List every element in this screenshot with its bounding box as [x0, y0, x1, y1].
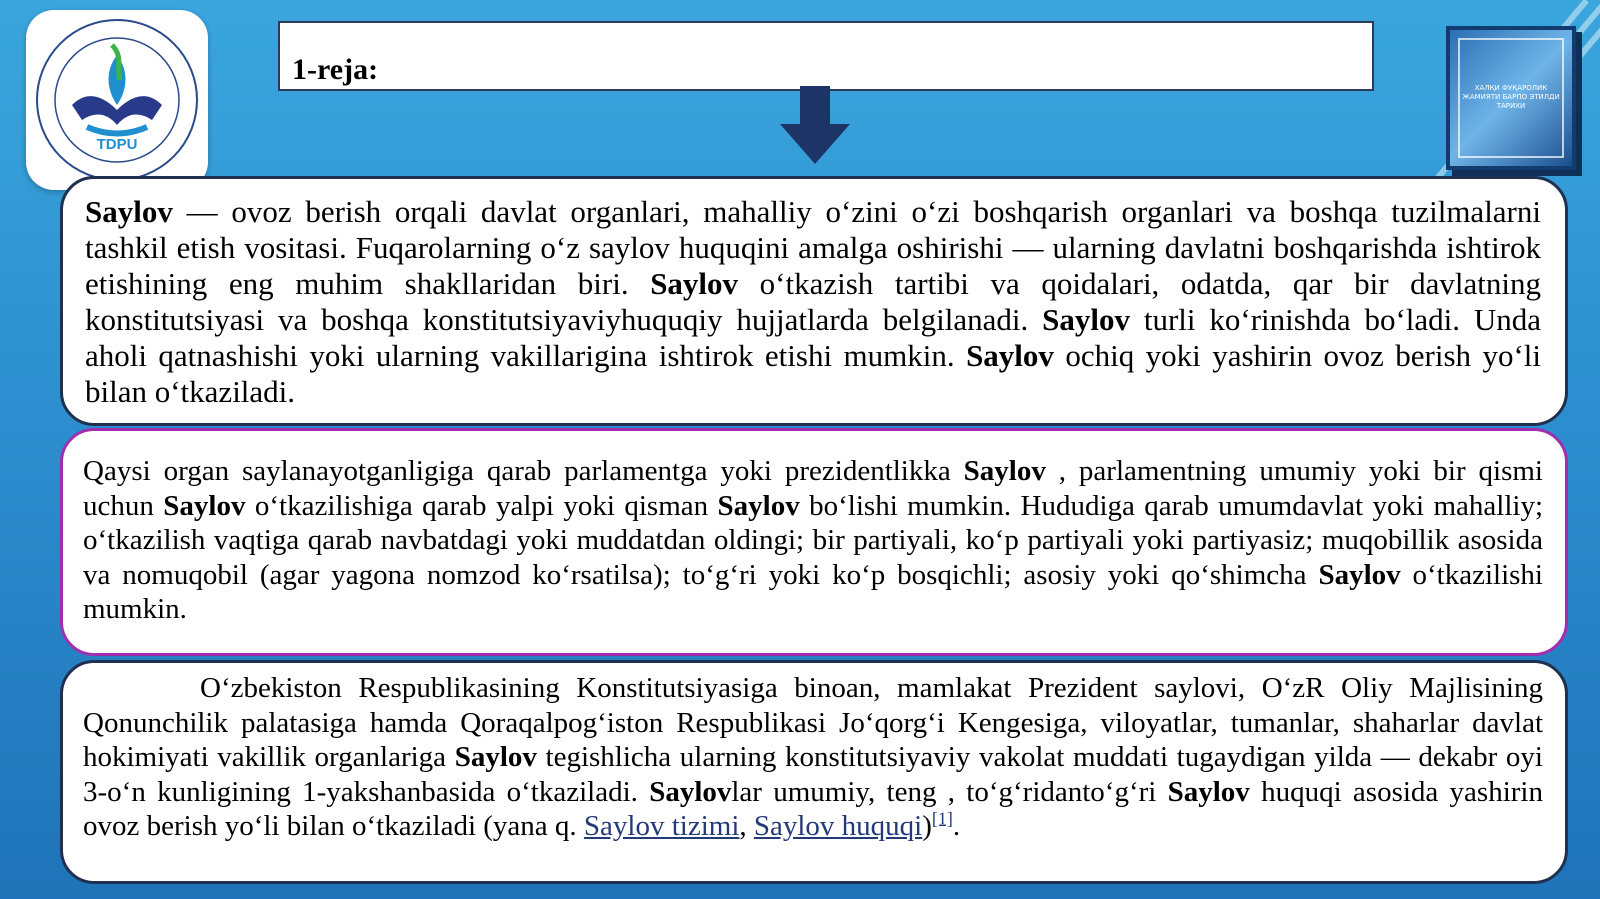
text-run: Qaysi organ saylanayotganligiga qarab parlamentga yoki prezidentlikka — [83, 455, 964, 487]
book-title: ХАЛҚИ ФУҚАРОЛИК ЖАМИЯТИ БАРПО ЭТИЛДИ ТАРИХИ — [1462, 84, 1560, 110]
text-run: ochiq yoki yashirin ovoz berish yoʻli bilan oʻtkaziladi. — [85, 338, 1541, 409]
text-run: oʻtkazilishiga qarab yalpi yoki qisman — [245, 489, 718, 522]
term-saylov: Saylov — [163, 489, 246, 522]
text-box-types — [60, 428, 1568, 656]
text-run: tegishlicha ularning konstitutsiyaviy vakolat muddati tugaydigan yilda — dekabr oyi 3-oʻn kunligining 1-yakshanbasida oʻtkaziladi. — [83, 741, 1543, 808]
text-run: lar umumiy, teng , toʻgʻridantoʻgʻri — [731, 775, 1168, 808]
title-bar — [278, 21, 1374, 91]
text-run: oʻtkazilishi mumkin. — [83, 558, 1543, 625]
text-run: turli koʻrinishda boʻladi. Unda aholi qatnashishi yoki ularning vakillarigina ishtirok etishi mumkin. — [85, 302, 1542, 373]
tdpu-emblem-icon — [32, 15, 202, 185]
term-saylov: Saylov — [1042, 302, 1130, 337]
text-box-definition — [60, 176, 1568, 426]
term-saylov: Saylov — [1167, 775, 1250, 808]
arrow-down-icon — [780, 86, 850, 166]
link-saylov-tizimi[interactable]: Saylov tizimi — [583, 810, 740, 842]
term-saylov: Saylov — [1318, 558, 1401, 591]
text-run: Oʻzbekiston Respublikasining Konstitutsiyasiga binoan, mamlakat Prezident saylovi, OʻzR Oliy Majlisining Qonunchilik palatasiga hamda Qoraqalpogʻiston Respublikasi Joʻqorgʻi Kengesiga, viloyatlar, tumanlar, shaharlar davlat hokimiyati vakillik organlariga — [83, 672, 1543, 773]
text-run: , parlamentning umumiy yoki bir qismi uchun — [83, 455, 1543, 522]
logo-text: TDPU — [96, 136, 138, 153]
text-run: oʻtkazish tartibi va qoidalari, odatda, qar bir davlatning konstitutsiyasi va boshqa konstitutsiyaviyhuquqiy hujjatlarda belgilanadi. — [85, 266, 1541, 337]
term-saylov: Saylov — [963, 455, 1046, 487]
book-cover-image — [1446, 26, 1576, 170]
link-saylov-huquqi[interactable]: Saylov huquqi — [753, 810, 923, 842]
term-saylov: Saylov — [649, 775, 732, 808]
page-title: 1-reja: — [292, 53, 379, 86]
text-run: huquqi asosida yashirin ovoz berish yoʻli bilan oʻtkaziladi (yana q. — [83, 775, 1543, 842]
term-saylov: Saylov — [650, 266, 739, 301]
text-run: , — [739, 810, 754, 842]
term-saylov: Saylov — [966, 338, 1054, 373]
term-saylov: Saylov — [85, 194, 173, 229]
footnote-link[interactable]: [1] — [931, 808, 953, 829]
text-run: . — [952, 810, 961, 842]
tdpu-logo — [26, 10, 208, 190]
text-box-uzbekistan — [60, 660, 1568, 884]
term-saylov: Saylov — [454, 741, 537, 773]
term-saylov: Saylov — [717, 489, 800, 522]
text-run: ) — [922, 810, 932, 842]
text-run: boʻlishi mumkin. Hududiga qarab umumdavlat yoki mahalliy; oʻtkazilish vaqtiga qarab navbatdagi yoki muddatdan oldingi; bir partiyali, koʻp partiyali yoki partiyasiz; muqobillik asosida va nomuqobil (agar yagona nomzod koʻrsatilsa); toʻgʻri yoki koʻp bosqichli; asosiy yoki qoʻshimcha — [83, 489, 1544, 591]
text-run: — ovoz berish orqali davlat organlari, mahalliy oʻzini oʻzi boshqarish organlari va boshqa tuzilmalarni tashkil etish vositasi. Fuqarolarning oʻz saylov huquqini amalga oshirishi — ularning davlatni boshqarishda ishtirok etishining eng muhim shakllaridan biri. — [85, 194, 1541, 301]
